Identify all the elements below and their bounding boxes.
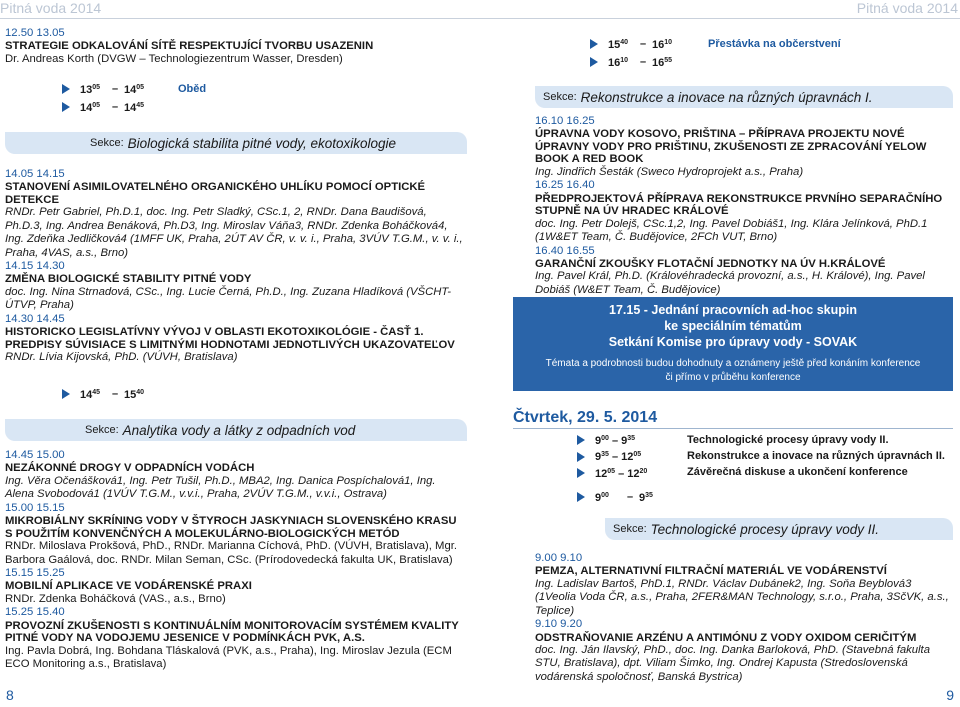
coffee-break-right: $15^{40}$ – $16^{10}$ Přestávka na občerstvení $16^{10}$ – $16^{55}$ <box>590 35 841 71</box>
arrow-right-icon <box>62 102 70 112</box>
header-divider <box>0 18 960 19</box>
coffee-label: Přestávka na občerstvení <box>708 37 841 50</box>
coffee-break-day2: $9^{00}$ – $9^{35}$ <box>577 488 665 506</box>
arrow-right-icon <box>590 57 598 67</box>
arrow-right-icon <box>62 84 70 94</box>
arrow-right-icon <box>577 468 585 478</box>
lunch-label: Oběd <box>178 82 207 95</box>
day-schedule: $9^{00} - 9^{35}$ Technologické procesy úpravy vody II. $9^{35} - 12^{05}$ Rekonstrukce a inovace na různých úpravnách II. $12^{05} - 12^{20}$ Závěrečná diskuse a ukončení konference <box>577 432 945 481</box>
analytika-talks: 14.45 15.00 NEZÁKONNÉ DROGY V ODPADNÍCH VODÁCH Ing. Věra Očenášková1, Ing. Petr Tušil, Ph.D., MBA2, Ing. Danica Pospíchalová1, Ing. Alena Svobodová1 (1VÚV T.G.M., v.v.i., Praha, 2VÚV T.G.M., v.v.i., Ostrava) 15.00 15.15 MIKROBIÁLNY SKRÍNING VODY V ŠTYROCH JASKYNIACH SLOVENSKÉHO KRASU S POUŽITÍM KONVENČNÝCH A MOLEKULÁRNO-BIOLOGICKÝCH METÓD RNDr. Miloslava Prokšová, PhD., RNDr. Marianna Cíchová, PhD. (VÚVH, Bratislava), Mgr. Barbora Gaálová, doc. RNDr. Milan Seman, CSc. (Prírodovedecká fakulta UK, Bratislava) 15.15 15.25 MOBILNÍ APLIKACE VE VODÁRENSKÉ PRAXI RNDr. Zdenka Boháčková (VAS., a.s., Brno) 15.25 15.40 PROVOZNÍ ZKUŠENOSTI S KONTINUÁLNÍM MONITOROVACÍM SYSTÉMEM KVALITY PITNÉ VODY NA VODOJEMU JESENICE V PODMÍNKÁCH PVK, A.S. Ing. Pavla Dobrá, Ing. Bohdana Tláskalová (PVK, a.s., Praha), Ing. Miroslav Jezula (ECM ECO Monitoring a.s., Bratislava) <box>5 449 459 671</box>
arrow-right-icon <box>577 435 585 445</box>
arrow-right-icon <box>62 389 70 399</box>
bio-talks: 14.05 14.15 STANOVENÍ ASIMILOVATELNÉHO ORGANICKÉHO UHLÍKU POMOCÍ OPTICKÉ DETEKCE RNDr. Petr Gabriel, Ph.D.1, doc. Ing. Petr Sladký, CSc.1, 2, RNDr. Dana Baudišová, Ph.D.3, Ing. Andrea Benáková, Ph.D3, Ing. Miroslav Váňa3, RNDr. Zdenka Boháčková4, Ing. Zdeňka Jedličková4 (1MFF UK, Praha, 2ÚT AV ČR, v. v. i., Praha, 3VÚV T.G.M., v. v. i., Praha, 4VAS, a.s., Brno) 14.15 14.30 ZMĚNA BIOLOGICKÉ STABILITY PITNÉ VODY doc. Ing. Nina Strnadová, CSc., Ing. Lucie Černá, Ph.D., Ing. Zuzana Hladíková (VŠCHT-ÚTVP, Praha) 14.30 14.45 HISTORICKO LEGISLATÍVNY VÝVOJ V OBLASTI EKOTOXIKOLÓGIE - ČASŤ 1. PREDPISY SÚVISIACE S LIMITNÝMI HODNOTAMI JEDNOTLIVÝCH UKAZOVATEĽOV RNDr. Lívia Kijovská, PhD. (VÚVH, Bratislava) <box>5 168 463 364</box>
header-title-right: Pitná voda 2014 <box>856 0 958 16</box>
technologie-talks: 9.00 9.10 PEMZA, ALTERNATIVNÍ FILTRAČNÍ MATERIÁL VE VODÁRENSTVÍ Ing. Ladislav Bartoš, PhD.1, RNDr. Václav Dubánek2, Ing. Soňa Beyblová3 (1Veolia Voda ČR, a.s., Praha, 2FER&MAN Technology, s.r.o., Praha, 3SčVK, a.s., Teplice) 9.10 9.20 ODSTRAŇOVANIE ARZÉNU A ANTIMÓNU Z VODY OXIDOM CERIČITÝM doc. Ing. Ján Ilavský, PhD., doc. Ing. Danka Barloková, PhD. (Stavebná fakulta STU, Bratislava), dpt. Viliam Šimko, Ing. Ondrej Kapusta (Stredoslovenská vodárenská spoločnosť, Banská Bystrica) <box>535 552 949 683</box>
arrow-right-icon <box>577 452 585 462</box>
section-header-technologie: Sekce: Technologické procesy úpravy vody II. <box>605 518 953 540</box>
lunch-break-block: $13^{05}$ – $14^{05}$ Oběd $14^{05}$ – $14^{45}$ <box>62 80 206 116</box>
arrow-right-icon <box>590 39 598 49</box>
adhoc-meeting-box: 17.15 - Jednání pracovních ad-hoc skupin ke speciálním tématům Setkání Komise pro úpravy vody - SOVAK Témata a podrobnosti budou dohodnuty a oznámeny ještě před konáním konference či přímo v průběhu konference <box>513 297 953 391</box>
coffee-break-left: $14^{45}$ – $15^{40}$ <box>62 385 150 403</box>
page-number-left: 8 <box>6 687 14 703</box>
day-heading: Čtvrtek, 29. 5. 2014 <box>513 409 658 426</box>
rekonstrukce-talks: 16.10 16.25 ÚPRAVNA VODY KOSOVO, PRIŠTINA – PŘÍPRAVA PROJEKTU NOVÉ ÚPRAVNY VODY PRO PRIŠTINU, ZKUŠENOSTI ZE ZPRACOVÁNÍ YELOW BOOK A RED BOOK Ing. Jindřich Šesták (Sweco Hydroprojekt a.s., Praha) 16.25 16.40 PŘEDPROJEKTOVÁ PŘÍPRAVA REKONSTRUKCE PRVNÍHO SEPARAČNÍHO STUPNĚ NA ÚV HRADEC KRÁLOVÉ doc. Ing. Petr Dolejš, CSc.1,2, Ing. Pavel Dobiáš1, Ing. Klára Jelínková, PhD.1 (1W&ET Team, Č. Budějovice, 2FCh VUT, Brno) 16.40 16.55 GARANČNÍ ZKOUŠKY FLOTAČNÍ JEDNOTKY NA ÚV H.KRÁLOVÉ Ing. Pavel Král, Ph.D. (Královéhradecká provozní, a.s., H. Králové), Ing. Pavel Dobiáš (W&ET Team, Č. Budějovice) <box>535 115 943 296</box>
section-header-analytika: Sekce: Analytika vody a látky z odpadních vod <box>5 419 467 441</box>
section-header-rekonstrukce: Sekce: Rekonstrukce a inovace na různých úpravnách I. <box>535 86 953 108</box>
talk-time: 12.50 13.05 <box>5 27 65 39</box>
talk-title: STRATEGIE ODKALOVÁNÍ SÍTĚ RESPEKTUJÍCÍ TVORBU USAZENIN <box>5 40 374 53</box>
day-divider <box>513 428 953 429</box>
section-header-bio: Sekce: Biologická stabilita pitné vody, ekotoxikologie <box>5 132 467 154</box>
talk-authors: Dr. Andreas Korth (DVGW – Technologiezentrum Wasser, Dresden) <box>5 52 343 65</box>
left-top-talk <box>5 27 467 66</box>
arrow-right-icon <box>577 492 585 502</box>
page-number-right: 9 <box>946 687 954 703</box>
header-title-left: Pitná voda 2014 <box>0 0 102 16</box>
